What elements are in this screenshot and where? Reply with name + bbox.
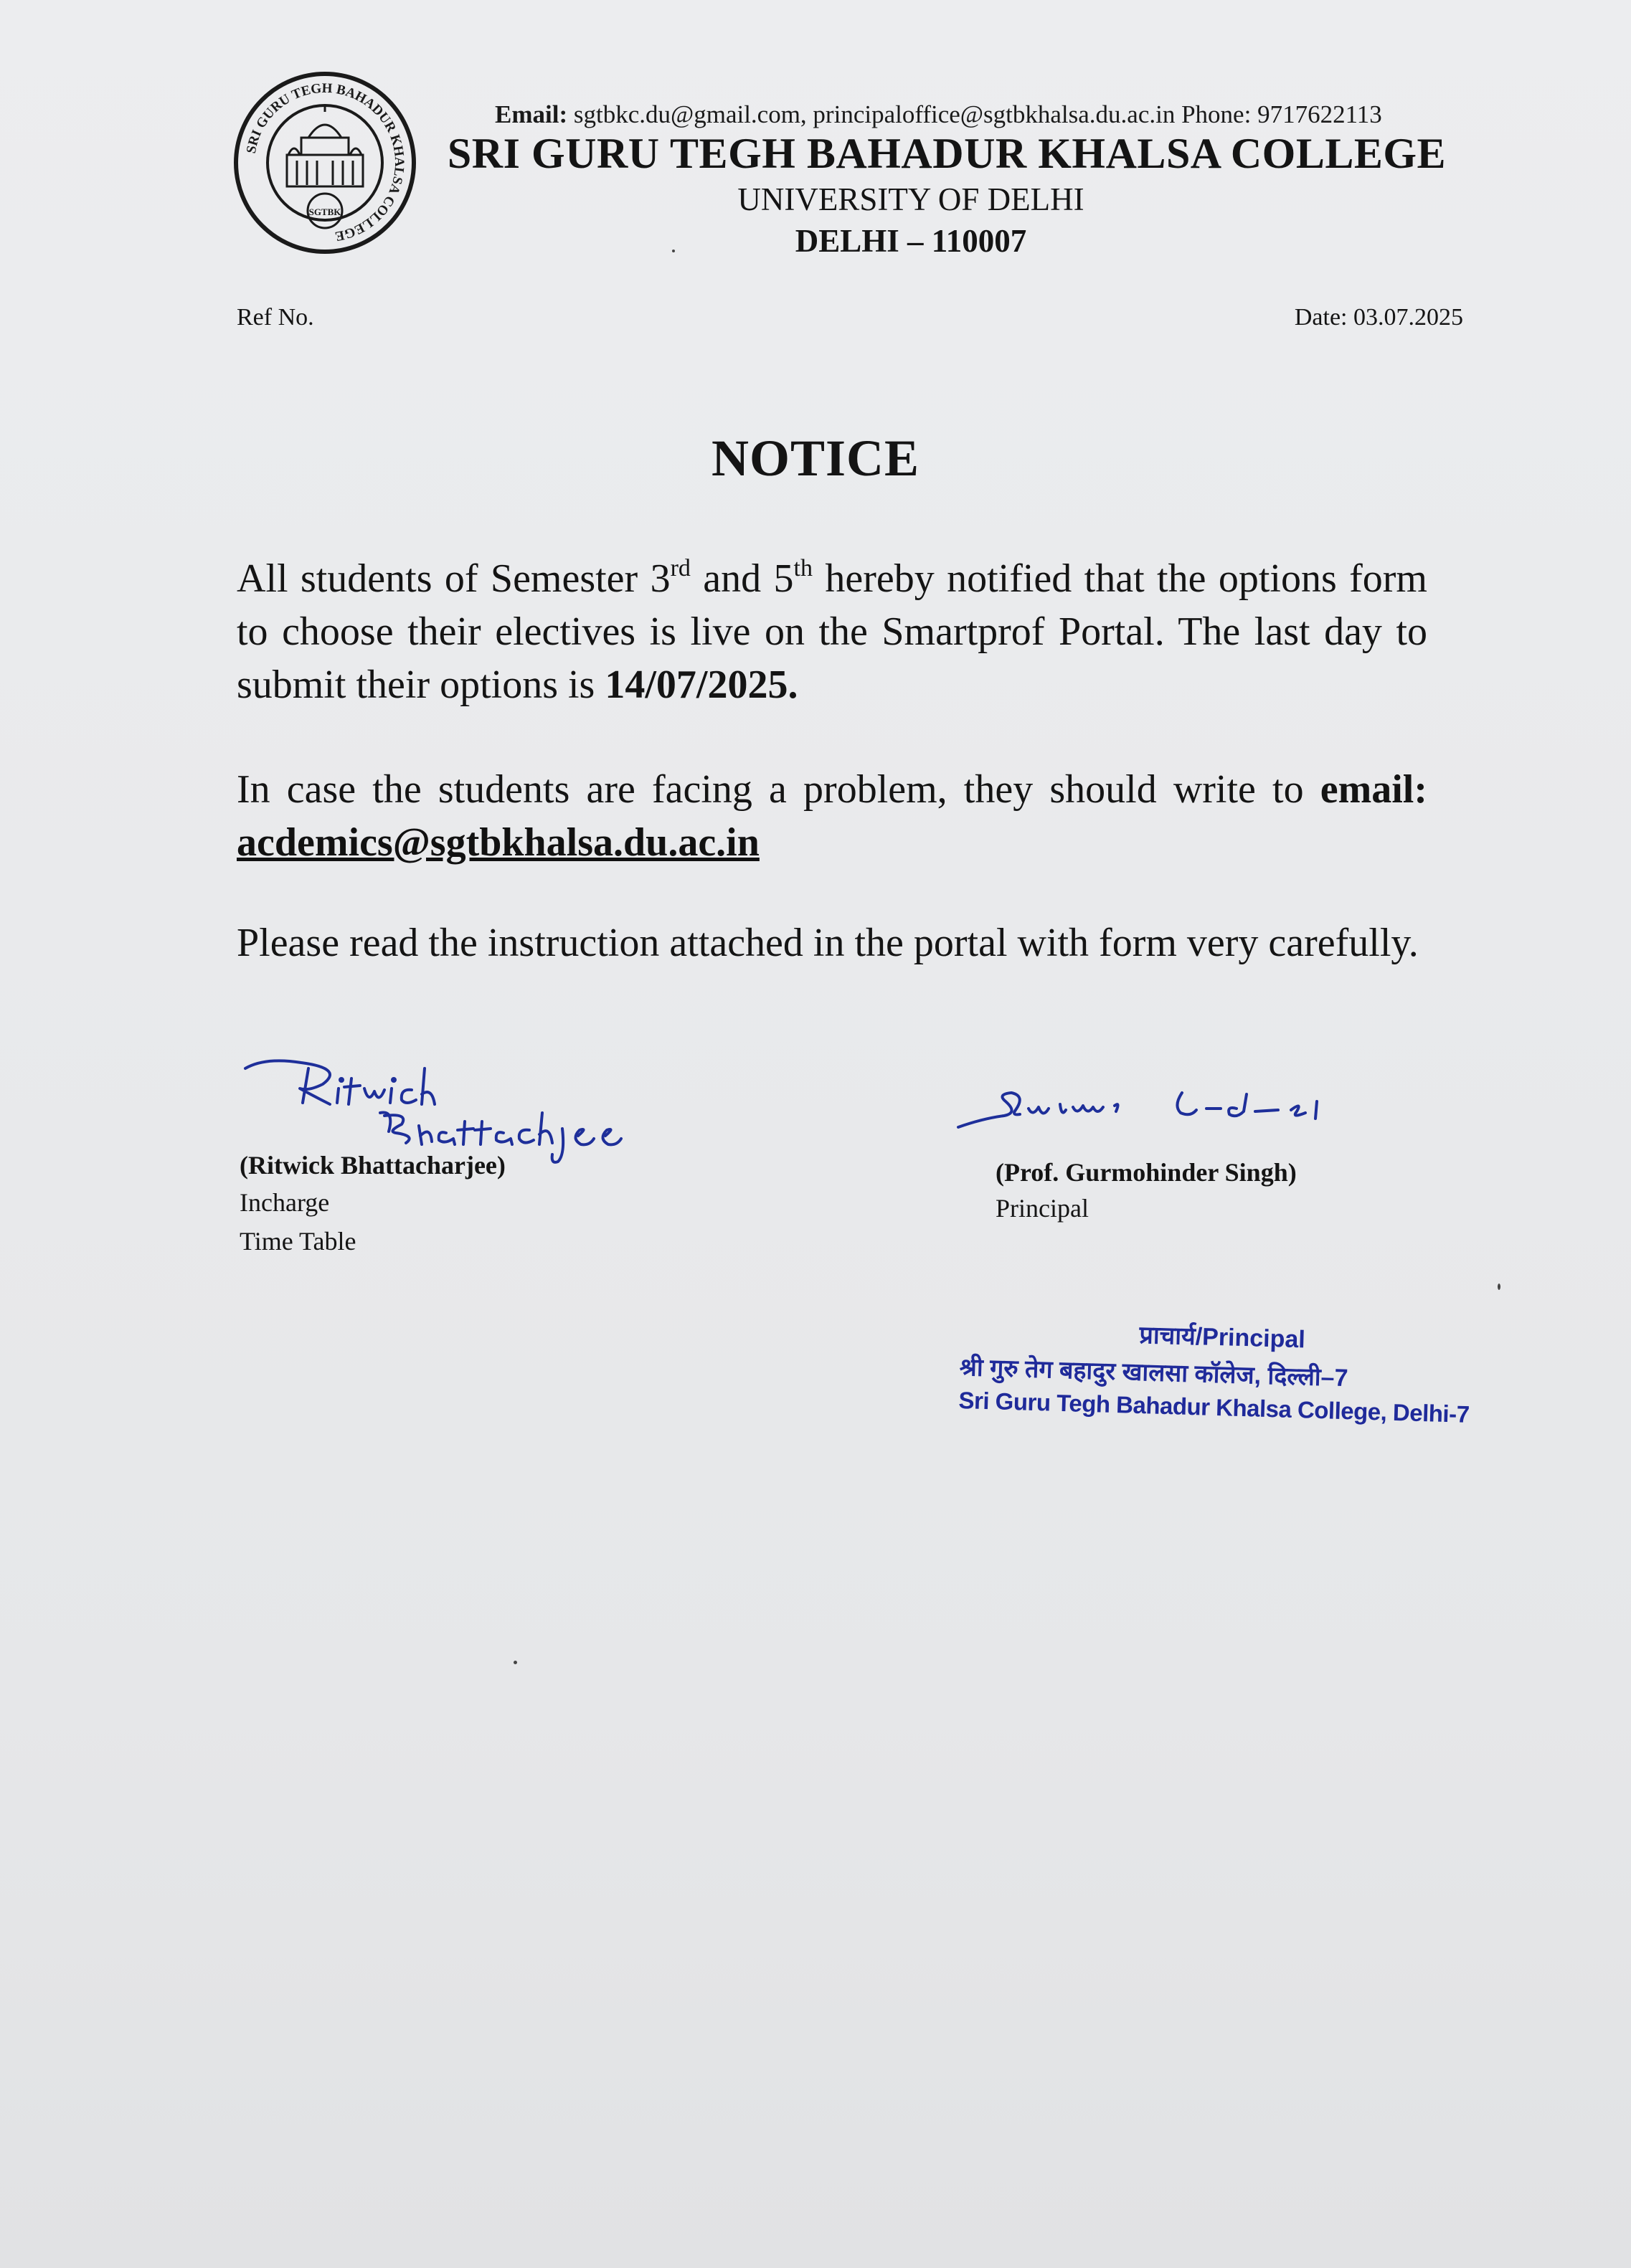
stamp-english-line: Sri Guru Tegh Bahadur Khalsa College, Delhi-7 xyxy=(958,1386,1470,1428)
contact-email-link[interactable]: acdemics@sgtbkhalsa.du.ac.in xyxy=(237,820,760,865)
paper-speck xyxy=(1498,1284,1500,1290)
college-address: DELHI – 110007 xyxy=(795,223,1027,259)
signatory-role-right: Principal xyxy=(996,1194,1089,1223)
ref-number: Ref No. xyxy=(237,304,314,331)
signatory-name-right: (Prof. Gurmohinder Singh) xyxy=(996,1158,1297,1187)
ordinal-suffix: rd xyxy=(670,555,691,582)
college-seal-icon xyxy=(231,70,419,255)
notice-paragraph-3: Please read the instruction attached in the portal with form very carefully. xyxy=(237,921,1419,965)
signatory-dept-left: Time Table xyxy=(240,1227,356,1256)
para1-text-a: All students of Semester 3 xyxy=(237,556,671,601)
signature-gurmohinder xyxy=(954,1080,1384,1144)
stamp-hindi-line: श्री गुरु तेग बहादुर खालसा कॉलेज, दिल्ली–7 xyxy=(959,1353,1348,1392)
paper-speck xyxy=(514,1661,517,1664)
contact-text: sgtbkc.du@gmail.com, principaloffice@sgtbkhalsa.du.ac.in Phone: 9717622113 xyxy=(567,100,1382,128)
notice-paragraph-2 xyxy=(237,763,1427,869)
para1-text-b: and 5 xyxy=(690,556,794,601)
paper-speck xyxy=(672,250,675,252)
university-name: UNIVERSITY OF DELHI xyxy=(737,181,1084,217)
contact-line xyxy=(495,100,1449,129)
principal-stamp xyxy=(958,1312,1470,1428)
notice-title: NOTICE xyxy=(711,430,920,487)
notice-date: Date: 03.07.2025 xyxy=(1294,304,1463,331)
signatory-role-left: Incharge xyxy=(240,1188,330,1217)
college-name: SRI GURU TEGH BAHADUR KHALSA COLLEGE xyxy=(447,130,1447,177)
deadline-date: 14/07/2025. xyxy=(605,663,798,707)
stamp-title: प्राचार्य/Principal xyxy=(1139,1321,1306,1354)
email-label: email: xyxy=(1320,767,1427,812)
seal-monogram: SGTBK xyxy=(308,207,341,217)
para2-text: In case the students are facing a problem, they should write to xyxy=(237,767,1320,812)
notice-paragraph-1 xyxy=(237,552,1427,711)
signatory-name-left: (Ritwick Bhattacharjee) xyxy=(240,1151,506,1180)
email-label: Email: xyxy=(495,100,568,128)
seal-ring-text: SRI GURU TEGH BAHADUR KHALSA COLLEGE xyxy=(243,80,407,245)
ordinal-suffix: th xyxy=(793,555,813,582)
para1-text-c: hereby notified that the options form to choose their electives is live on the Smartprof Portal. The last day to submit their options is xyxy=(237,556,1427,707)
